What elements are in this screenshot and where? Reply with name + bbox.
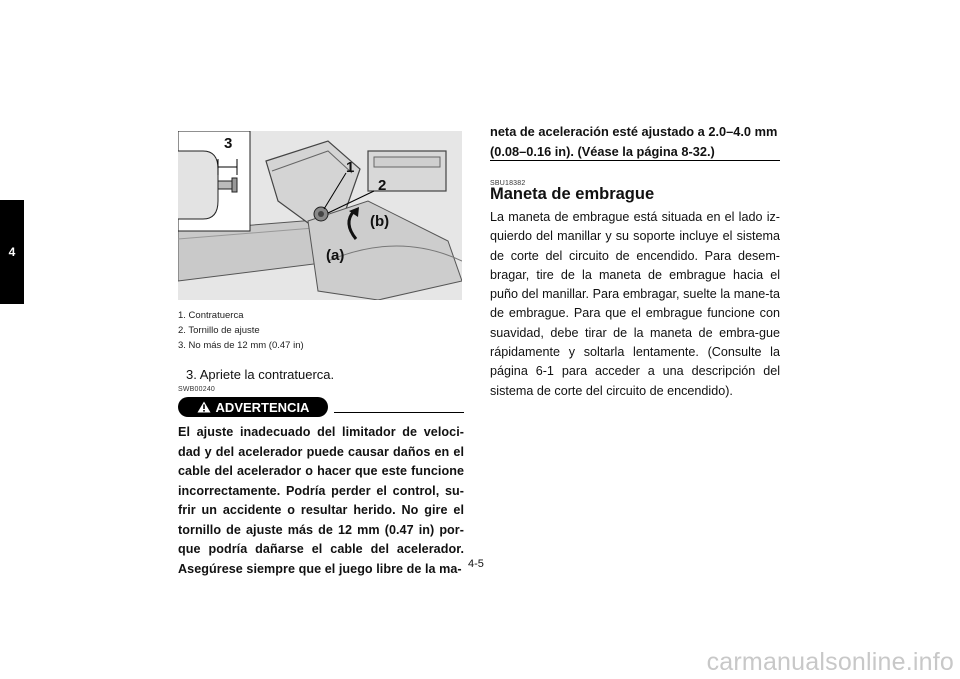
chapter-tab — [0, 200, 24, 304]
warning-label: ADVERTENCIA — [215, 399, 310, 415]
page-number: 4-5 — [468, 558, 484, 570]
callout-2: 2 — [378, 177, 387, 194]
warning-end-rule — [490, 160, 780, 161]
callout-1: 1 — [346, 159, 355, 176]
callout-3: 3 — [224, 135, 233, 152]
figure-captions — [178, 308, 304, 353]
warning-header — [178, 397, 464, 417]
warning-badge — [178, 397, 328, 417]
warning-rule — [334, 412, 464, 413]
warning-text: El ajuste inadecuado del limitador de veloci-dad y del acelerador puede causar daños en el cable del acelerador o hacer que este funcione incorrectamente. Podría perder el control, su-frir un accidente o resultar herido. No gire el tornillo de ajuste más de 12 mm (0.47 in) por-que podría dañarse el cable del acelerador. Asegúrese siempre que el juego libre de la ma- — [178, 425, 464, 576]
caption-locknut: 1. Contratuerca — [178, 310, 244, 321]
warning-triangle-icon — [197, 401, 211, 413]
watermark: carmanualsonline.info — [706, 648, 954, 676]
step-3: 3. Apriete la contratuerca. — [186, 367, 335, 382]
caption-max-length: 3. No más de 12 mm (0.47 in) — [178, 340, 304, 351]
chapter-tab-number: 4 — [8, 245, 16, 259]
callout-b: (b) — [370, 213, 390, 230]
illustration-drawing — [178, 131, 462, 300]
section-code: SBU18382 — [490, 180, 526, 187]
caption-adjusting-screw: 2. Tornillo de ajuste — [178, 325, 260, 336]
continued-warning-text: neta de aceleración esté ajustado a 2.0–4.0 mm (0.08–0.16 in). (Véase la página 8-32.) — [490, 124, 778, 159]
throttle-illustration — [178, 131, 462, 300]
section-title: Maneta de embrague — [490, 185, 655, 203]
callout-a: (a) — [326, 247, 345, 264]
section-body: La maneta de embrague está situada en el lado iz-quierdo del manillar y su soporte incluye el sistema de corte del circuito de encendido. Para desem-bragar, tire de la maneta de embrague hacia el puño del manillar. Para embragar, suelte la mane-ta de embrague. Para que el embrague funcione con suavidad, debe tirar de la maneta de embra-gue rápidamente y soltarla lentamente. (Consulte la página 6-1 para acceder a una descripción del sistema de corte del circuito de encendido). — [490, 210, 780, 398]
warning-code: SWB00240 — [178, 386, 216, 393]
